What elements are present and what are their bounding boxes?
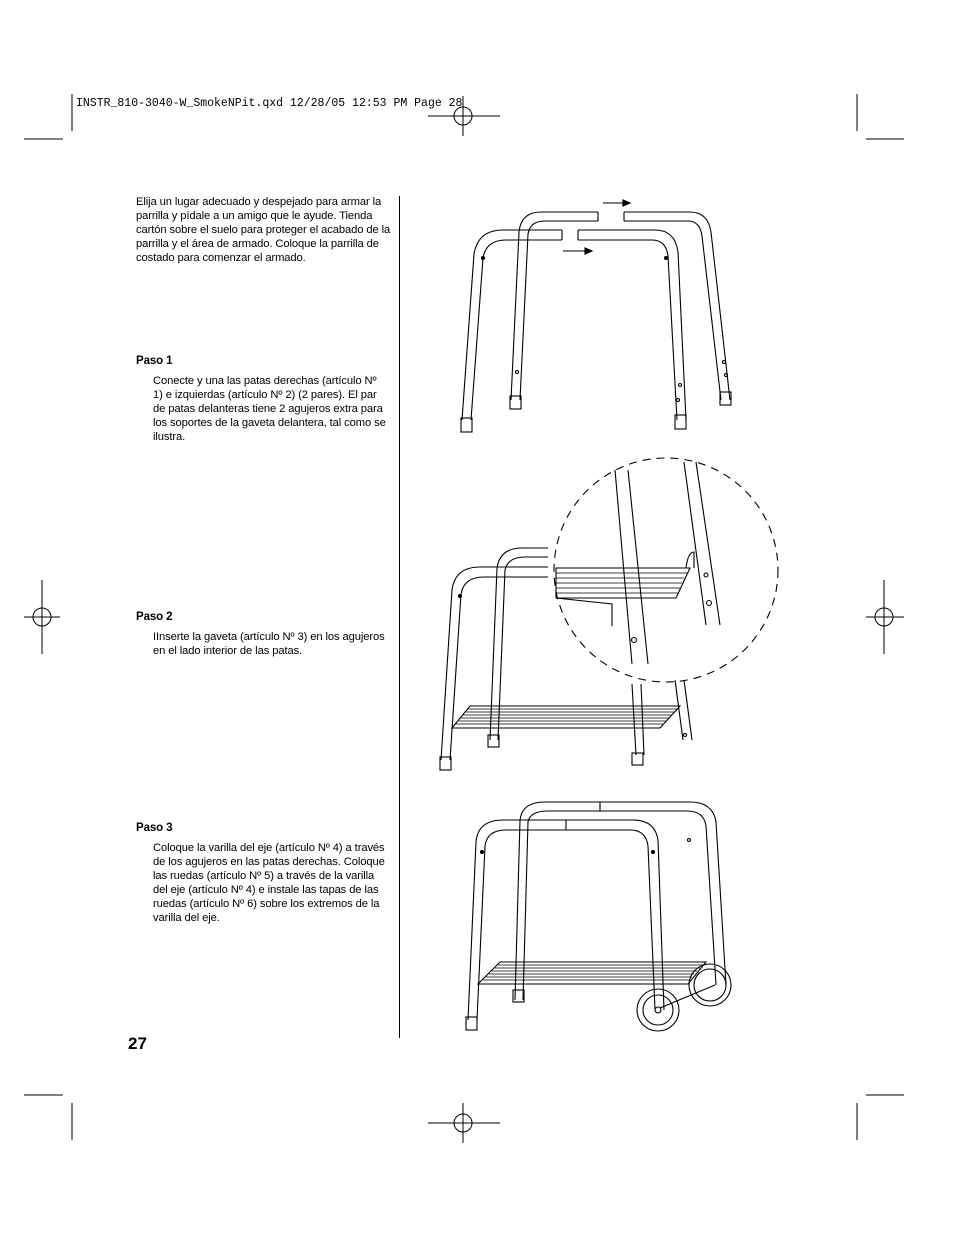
step-title: Paso 1 [136, 355, 173, 367]
print-slug: INSTR_810-3040-W_SmokeNPit.qxd 12/28/05 12:53 PM Page 28 [76, 97, 463, 110]
page-number: 27 [128, 1034, 147, 1053]
step-title: Paso 3 [136, 822, 173, 834]
step-text: Conecte y una las patas derechas (artículo Nº 1) e izquierdas (artículo Nº 2) (2 pares). El par de patas delanteras tiene 2 agujeros extra para los soportes de la gaveta delantera, tal como se ilustra. [153, 375, 386, 443]
intro-paragraph: Elija un lugar adecuado y despejado para armar la parrilla y pídale a un amigo que le ayude. Tienda cartón sobre el suelo para proteger el acabado de la parrilla y el área de armado. Coloque la parrilla de costado para comenzar el armado. [136, 196, 391, 264]
step-title: Paso 2 [136, 611, 173, 623]
step-text: IInserte la gaveta (artículo Nº 3) en los agujeros en el lado interior de las patas. [153, 631, 385, 657]
step-text: Coloque la varilla del eje (artículo Nº 4) a través de los agujeros en las patas derechas. Coloque las ruedas (artículo Nº 5) a través de la varilla del eje (artículo Nº 4) e instale las tapas de las ruedas (artículo Nº 6) sobre los extremos de la varilla del eje. [153, 842, 385, 924]
